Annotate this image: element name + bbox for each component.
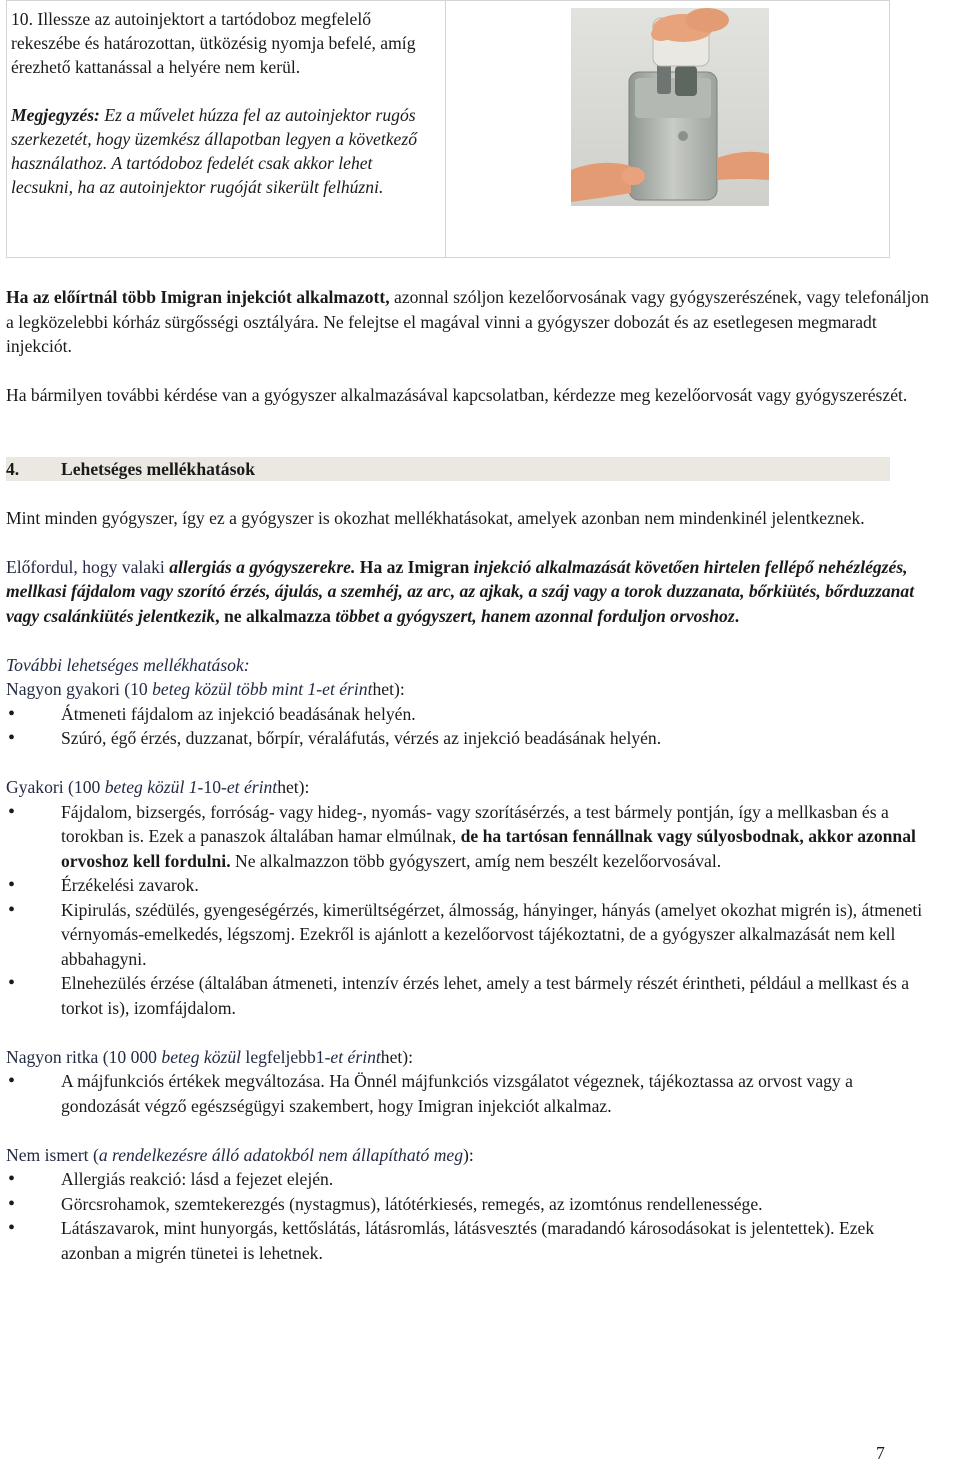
common-label: Gyakori (100 beteg közül 1-10-et érinthet): xyxy=(6,777,310,797)
list-item: • Átmeneti fájdalom az injekció beadásának helyén. xyxy=(6,702,936,727)
questions-paragraph: Ha bármilyen további kérdése van a gyógyszer alkalmazásával kapcsolatban, kérdezze meg kezelőorvosát vagy gyógyszerészét. xyxy=(6,385,908,405)
allergy-paragraph: Előfordul, hogy valaki allergiás a gyógyszerekre. Ha az Imigran injekció alkalmazását követően hirtelen fellépő nehézlégzés, mellkasi fájdalom vagy szorító érzés, ájulás, a szemhéj, az arc, az ajkak, a száj vagy a torok duzzanata, bőrkiütés, bőrduzzanat vagy csalánkiütés jelentkezik, ne alkalmazza többet a gyógyszert, hanem azonnal forduljon orvoshoz. xyxy=(6,556,915,626)
step-10-instruction: 10. Illessze az autoinjektort a tartódoboz megfelelő rekeszébe és határozottan, ütközésig nyomja befelé, amíg érezhető kattanással a helyére nem kerül. xyxy=(11,9,416,77)
overdose-paragraph xyxy=(6,285,936,359)
very-rare-list xyxy=(6,1069,936,1118)
unknown-list xyxy=(6,1167,936,1265)
table-column-divider xyxy=(445,1,446,257)
overdose-bold: Ha az előírtnál több Imigran injekciót alkalmazott, xyxy=(6,287,390,307)
list-item: • Görcsrohamok, szemtekerezgés (nystagmus), látótérkiesés, remegés, az izomtónus rendellenessége. xyxy=(6,1192,936,1217)
autoinjector-case-photo xyxy=(571,8,769,206)
list-item: • Látászavarok, mint hunyorgás, kettőslátás, látásromlás, látásvesztés (maradandó károsodásokat is jelentettek). Ezek azonban a migrén tünetei is lehetnek. xyxy=(6,1216,936,1265)
unknown-label: Nem ismert (a rendelkezésre álló adatokból nem állapítható meg): xyxy=(6,1144,474,1165)
section-4-intro: Mint minden gyógyszer, így ez a gyógyszer is okozhat mellékhatásokat, amelyek azonban nem mindenkinél jelentkeznek. xyxy=(6,507,865,528)
section-4-title: Lehetséges mellékhatások xyxy=(61,458,256,479)
very-rare-label: Nagyon ritka (10 000 beteg közül legfeljebb1-et érinthet): xyxy=(6,1046,414,1067)
instruction-step-table xyxy=(6,0,890,258)
section-4-number: 4. xyxy=(6,458,20,479)
list-item: • Szúró, égő érzés, duzzanat, bőrpír, véraláfutás, vérzés az injekció beadásának helyén. xyxy=(6,726,936,751)
step-10-note xyxy=(11,103,435,199)
overdose-text: azonnal szóljon kezelőorvosának vagy gyógyszerészének, vagy telefonáljon a legközelebbi kórház sürgősségi osztályára. Ne felejtse el magával vinni a gyógyszer dobozát és az esetlegesen megmaradt injekciót. xyxy=(6,287,929,356)
page-number: 7 xyxy=(876,1443,885,1463)
list-item: • Fájdalom, bizsergés, forróság- vagy hideg-, nyomás- vagy szorításérzés, a test bármely pontján, így a mellkasban és a torokban is. Ezek a panaszok általában hamar elmúlnak, de ha tartósan fennállnak vagy súlyosbodnak, akkor azonnal orvoshoz kell fordulni. Ne alkalmazzon több gyógyszert, amíg nem beszélt kezelőorvosával. xyxy=(6,800,936,874)
step-10-cell xyxy=(11,7,435,199)
list-item: • Elnehezülés érzése (általában átmeneti, intenzív érzés lehet, amely a test bármely részét érintheti, például a mellkast és a torkot is), izomfájdalom. xyxy=(6,971,936,1020)
list-item: • Allergiás reakció: lásd a fejezet elején. xyxy=(6,1167,936,1192)
common-list xyxy=(6,800,936,1021)
leaflet-body xyxy=(6,285,936,1265)
note-text: Ez a művelet húzza fel az autoinjektor rugós szerkezetét, hogy üzemkész állapotban legyen a következő használathoz. A tartódoboz fedelét csak akkor lehet lecsukni, ha az autoinjektor rugóját sikerült felhúzni. xyxy=(11,105,417,197)
section-4-heading xyxy=(6,457,890,482)
note-label: Megjegyzés: xyxy=(11,105,100,125)
list-item: • Kipirulás, szédülés, gyengeségérzés, kimerültségérzet, álmosság, hányinger, hányás (amelyet okozhat migrén is), átmeneti vérnyomás-emelkedés, légszomj. Ezekről is ajánlott a kezelőorvost tájékoztatni, de a gyógyszer alkalmazását nem kell abbahagyni. xyxy=(6,898,936,972)
very-common-label: Nagyon gyakori (10 beteg közül több mint 1-et érinthet): xyxy=(6,679,405,699)
list-item: • Érzékelési zavarok. xyxy=(6,873,936,898)
very-common-list xyxy=(6,702,936,751)
more-effects-heading: További lehetséges mellékhatások: xyxy=(6,654,250,675)
list-item: • A májfunkciós értékek megváltozása. Ha Önnél májfunkciós vizsgálatot végeznek, tájékoztassa az orvost vagy a gondozását végző egészségügyi szakembert, hogy Imigran injekciót alkalmaz. xyxy=(6,1069,936,1118)
